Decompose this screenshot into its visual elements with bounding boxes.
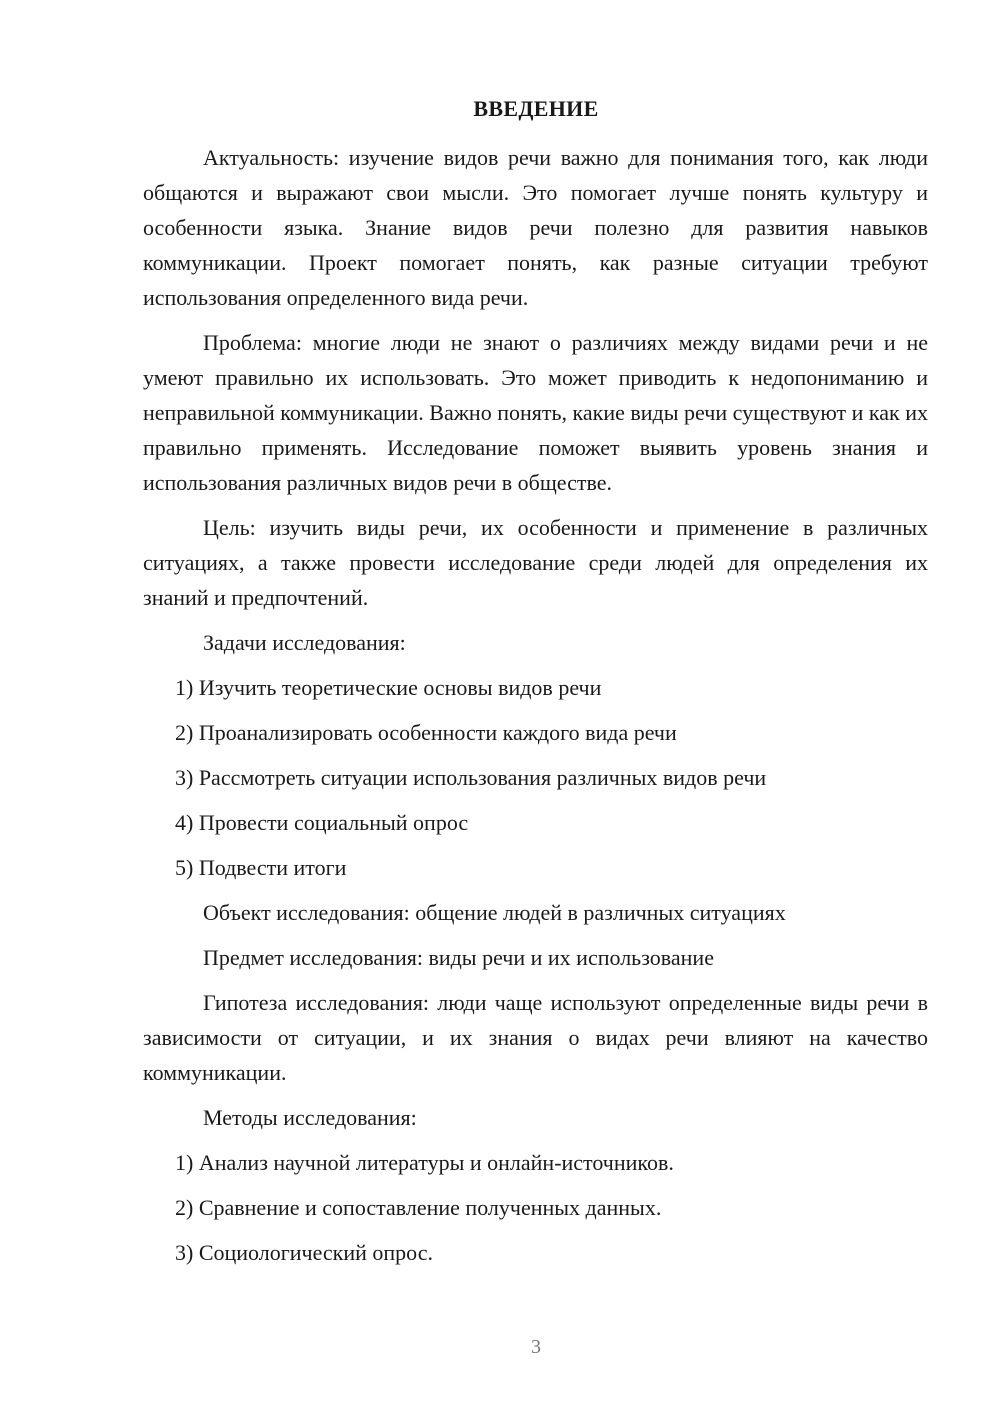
method-item: 1) Анализ научной литературы и онлайн-источников.	[175, 1150, 674, 1175]
method-item: 3) Социологический опрос.	[175, 1240, 433, 1265]
problem-paragraph: Проблема: многие люди не знают о различиях между видами речи и не умеют правильно их использовать. Это может приводить к недопониманию и неправильной коммуникации. Важно понять, какие виды речи существуют и как их правильно применять. Исследование поможет выявить уровень знания и использования различных видов речи в обществе.	[143, 330, 928, 495]
research-object: Объект исследования: общение людей в различных ситуациях	[203, 900, 786, 925]
hypothesis-paragraph: Гипотеза исследования: люди чаще используют определенные виды речи в зависимости от ситуации, и их знания о видах речи влияют на качество коммуникации.	[143, 990, 928, 1085]
task-item: 1) Изучить теоретические основы видов речи	[175, 675, 602, 700]
research-subject: Предмет исследования: виды речи и их использование	[203, 945, 714, 970]
relevance-paragraph: Актуальность: изучение видов речи важно для понимания того, как люди общаются и выражают свои мысли. Это помогает лучше понять культуру и особенности языка. Знание видов речи полезно для развития навыков коммуникации. Проект помогает понять, как разные ситуации требуют использования определенного вида речи.	[143, 145, 928, 310]
method-item: 2) Сравнение и сопоставление полученных данных.	[175, 1195, 662, 1220]
task-item: 2) Проанализировать особенности каждого вида речи	[175, 720, 677, 745]
page-number: 3	[531, 1336, 541, 1358]
tasks-heading: Задачи исследования:	[203, 630, 406, 655]
methods-heading: Методы исследования:	[203, 1105, 417, 1130]
goal-paragraph: Цель: изучить виды речи, их особенности и применение в различных ситуациях, а также провести исследование среди людей для определения их знаний и предпочтений.	[143, 515, 928, 610]
task-item: 3) Рассмотреть ситуации использования различных видов речи	[175, 765, 767, 790]
task-item: 5) Подвести итоги	[175, 855, 347, 880]
page-title: ВВЕДЕНИЕ	[473, 96, 599, 121]
task-item: 4) Провести социальный опрос	[175, 810, 469, 835]
document-body	[143, 140, 928, 1280]
